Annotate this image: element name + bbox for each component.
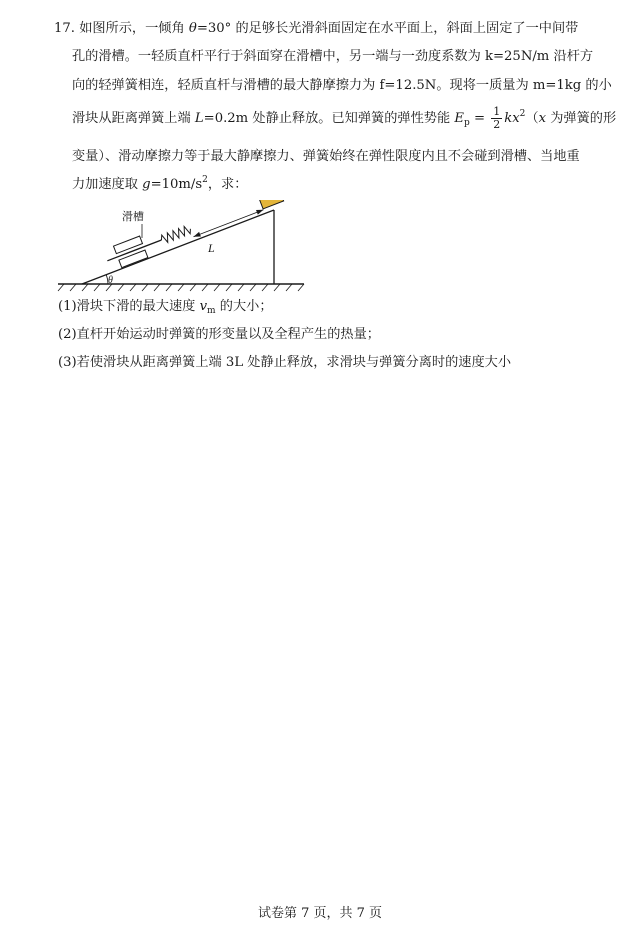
theta-label: θ	[108, 275, 113, 286]
ground-hatching	[58, 284, 304, 291]
problem-line-4: 滑块从距离弹簧上端 L=0.2m 处静止释放。已知弹簧的弹性势能 $E_p$ = $\frac{1}{2}$ $kx^2(x$ 为弹簧的形	[72, 105, 617, 131]
problem-line-1: 17. 如图所示，一倾角 θ=30° 的足够长光滑斜面固定在水平面上，斜面上固定了一中间带	[54, 21, 579, 36]
slot-upper	[113, 236, 142, 254]
fraction-one-half: $\frac{1}{2}$	[493, 105, 501, 131]
question-1: (1)滑块下滑的最大速度 $v_m$ 的大小；	[58, 299, 273, 316]
problem-line-2: 孔的滑槽。一轻质直杆平行于斜面穿在滑槽中，另一端与一劲度系数为 k=25N/m 沿杆方	[72, 49, 594, 64]
incline-figure	[56, 200, 306, 295]
page-footer: 试卷第 7 页，共 7 页	[257, 906, 383, 921]
problem-line-3: 向的轻弹簧相连，轻质直杆与滑槽的最大静摩擦力为 f=12.5N。现将一质量为 m=1kg 的小	[72, 78, 612, 93]
sliding-block	[255, 200, 283, 209]
problem-line-5: 变量）、滑动摩擦力等于最大静摩擦力、弹簧始终在弹性限度内且不会碰到滑槽、当地重	[72, 149, 580, 164]
problem-number: 17.	[54, 21, 75, 36]
slot-lower	[119, 250, 148, 268]
question-3: (3)若使滑块从距离弹簧上端 3L 处静止释放，求滑块与弹簧分离时的速度大小	[58, 355, 512, 370]
slot-label: 滑槽	[122, 210, 144, 223]
question-2: (2)直杆开始运动时弹簧的形变量以及全程产生的热量；	[58, 327, 380, 342]
spring	[160, 225, 192, 245]
incline-surface	[82, 210, 274, 284]
problem-line-6: 力加速度取 $g=10m/s^2$，求：	[72, 175, 248, 192]
L-dimension-line	[193, 210, 263, 237]
L-label: L	[208, 241, 215, 255]
